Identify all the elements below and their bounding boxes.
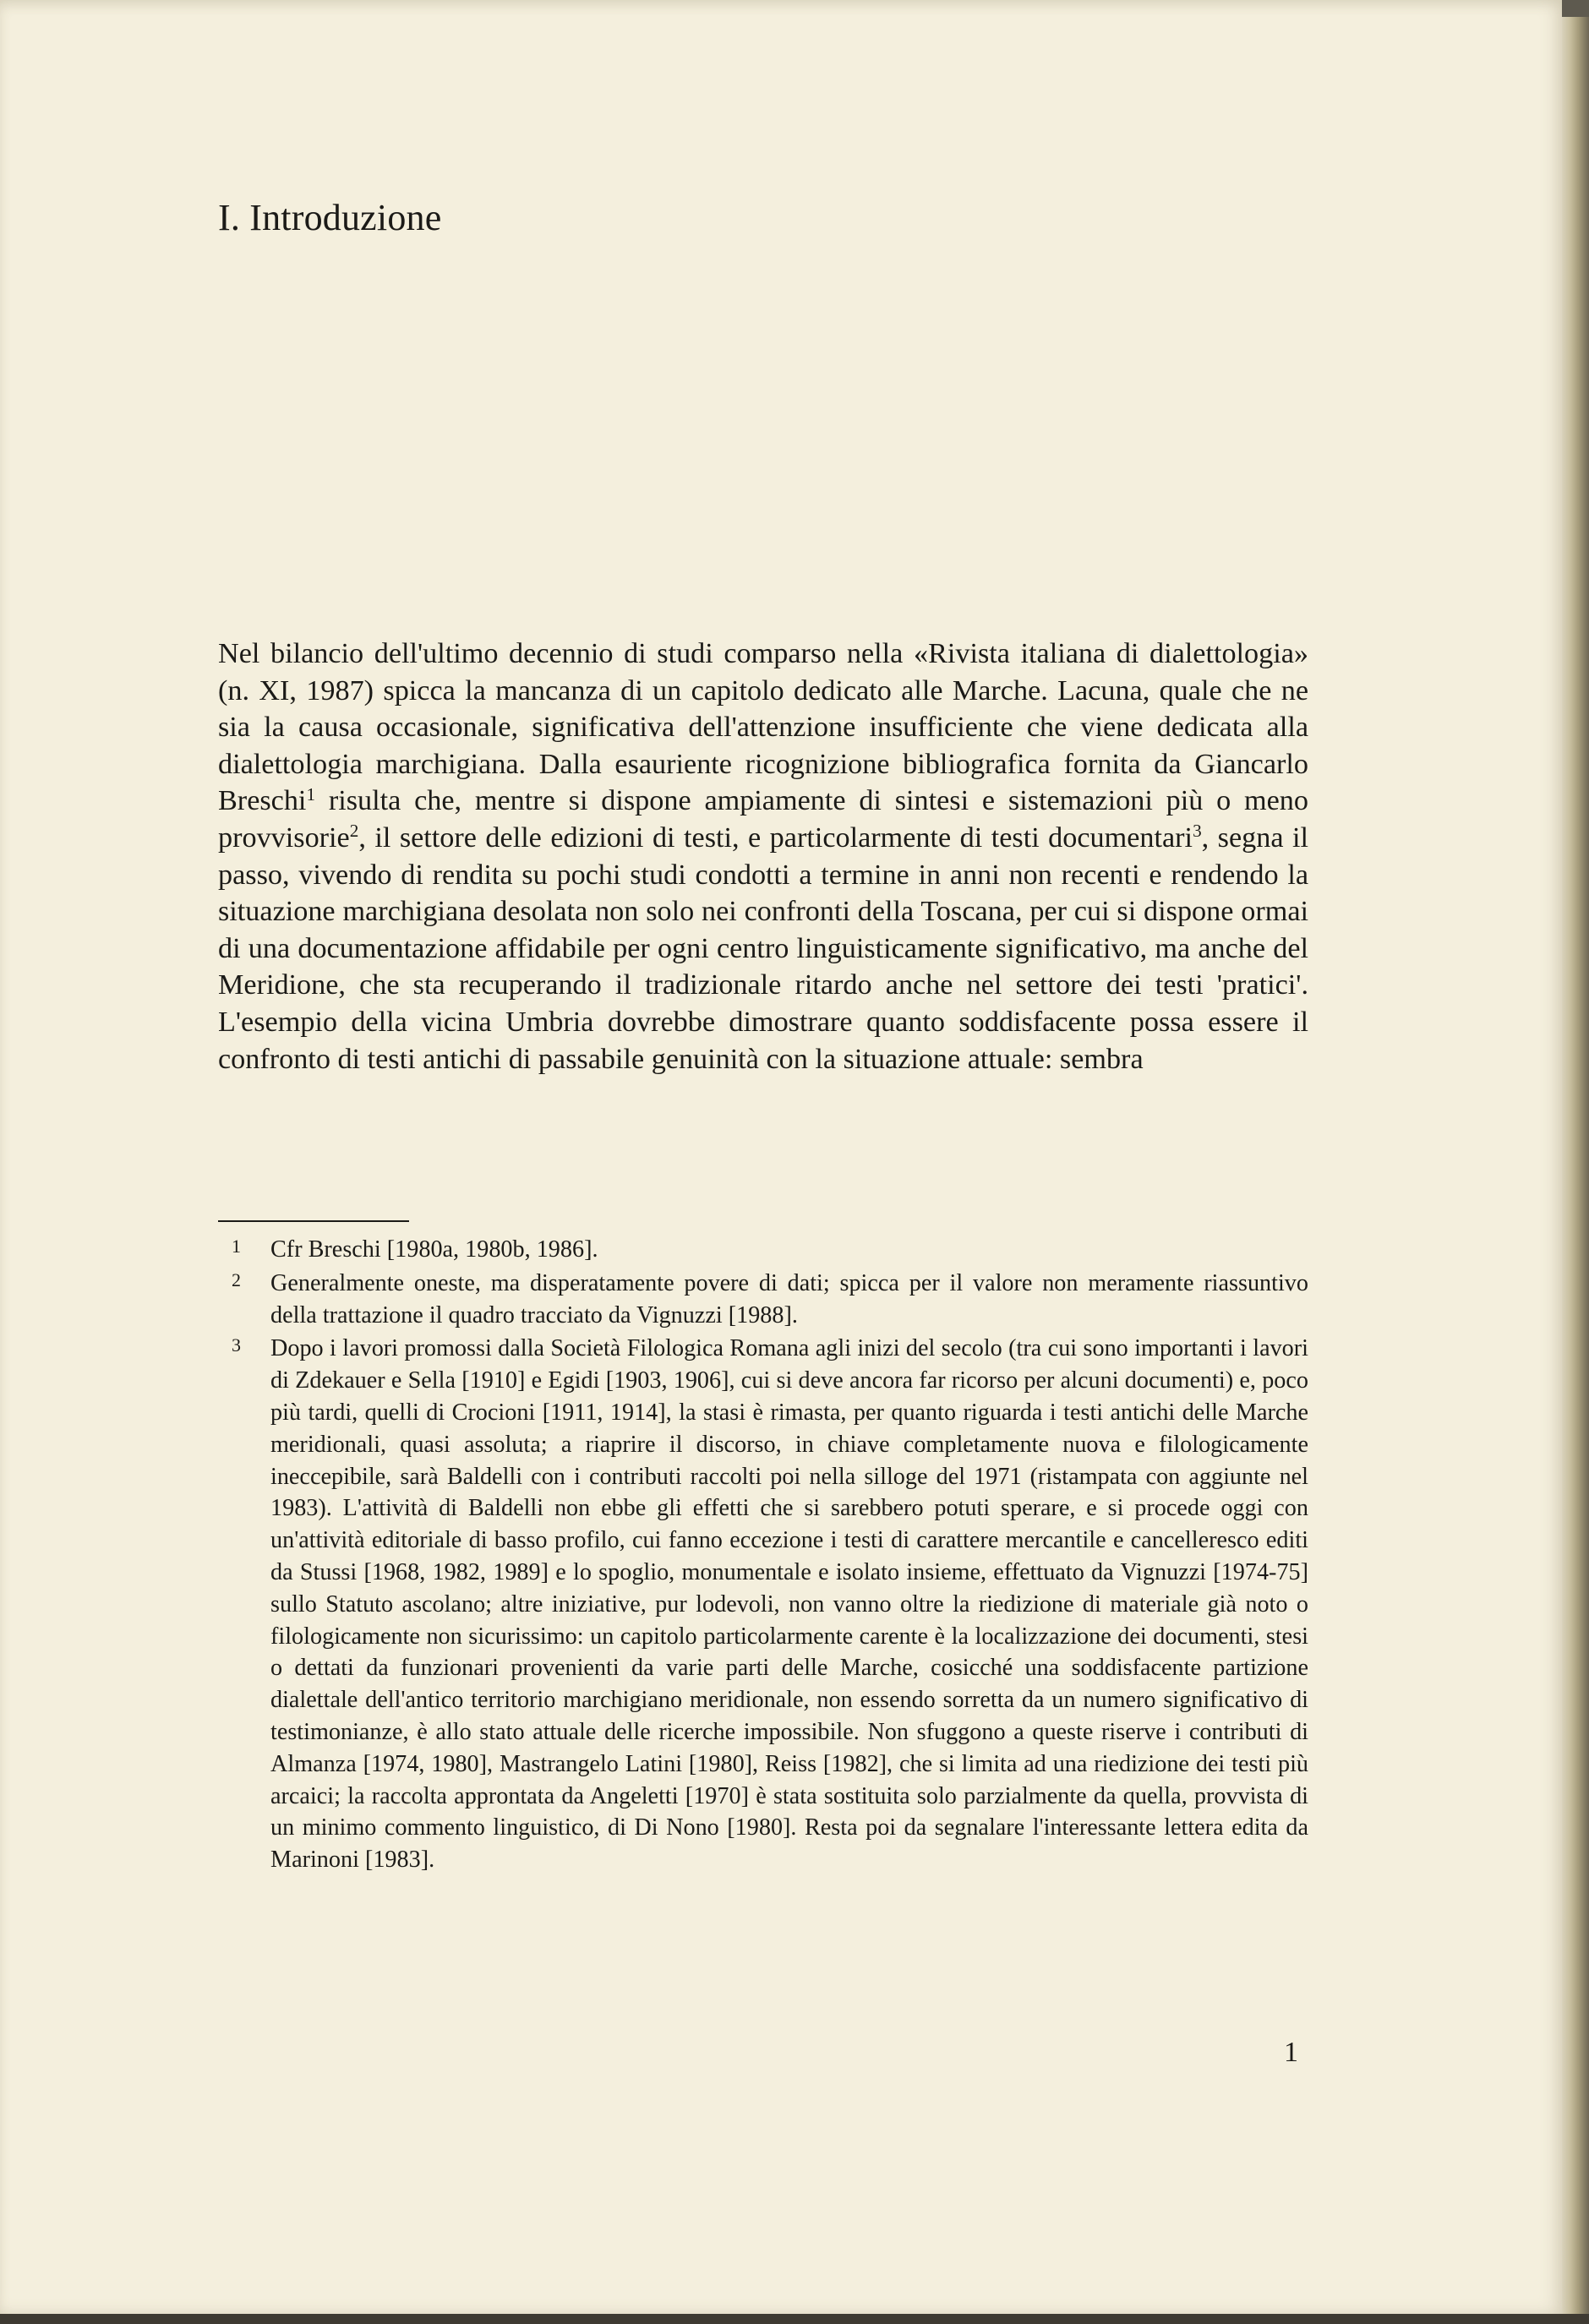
footnote-ref-2[interactable]: 2 xyxy=(349,821,359,842)
footnote-3 xyxy=(218,1333,1308,1876)
main-paragraph xyxy=(218,636,1308,1077)
page-edge xyxy=(1562,17,1589,2324)
bottom-edge xyxy=(0,2314,1589,2324)
footnote-number-1: 1 xyxy=(232,1236,241,1257)
footnote-text-2: Generalmente oneste, ma disperatamente povere di dati; spicca per il valore non meramente riassuntivo della trattazione il quadro tracciato da Vignuzzi [1988]. xyxy=(270,1269,1308,1328)
chapter-title: I. Introduzione xyxy=(218,197,442,238)
main-text-part-3: , il settore delle edizioni di testi, e particolarmente di testi documentari xyxy=(358,821,1193,854)
footnote-ref-1[interactable]: 1 xyxy=(306,783,316,805)
footnote-ref-3[interactable]: 3 xyxy=(1193,821,1202,842)
footnote-number-2: 2 xyxy=(232,1268,241,1290)
main-text-part-4: , segna il passo, vivendo di rendita su pochi studi condotti a termine in anni non recenti e rendendo la situazione marchigiana desolata non solo nei confronti della Toscana, per cui si dispone ormai di una documentazione affidabile per ogni centro linguisticamente significativo, ma anche del Meridione, che sta recuperando il tradizionale ritardo anche nel settore dei testi 'pratici'. L'esempio della vicina Umbria dovrebbe dimostrare quanto soddisfacente possa essere il confronto di testi antichi di passabile genuinità con la situazione attuale: sembra xyxy=(218,821,1308,1075)
footnote-2 xyxy=(218,1268,1308,1332)
footnotes xyxy=(218,1234,1308,1878)
footnote-text-3: Dopo i lavori promossi dalla Società Filologica Romana agli inizi del secolo (tra cui sono importanti i lavori di Zdekauer e Sella [1910] e Egidi [1903, 1906], cui si deve ancora far ricorso per alcuni documenti) e, poco più tardi, quelli di Crocioni [1911, 1914], la stasi è rimasta, per quanto riguarda i testi antichi delle Marche meridionali, quasi assoluta; a riaprire il discorso, in chiave completamente nuova e filologicamente ineccepibile, sarà Baldelli con i contributi raccolti poi nella silloge del 1971 (ristampata con aggiunte nel 1983). L'attività di Baldelli non ebbe gli effetti che si sarebbero potuti sperare, e si procede oggi con un'attività editoriale di basso profilo, cui fanno eccezione i testi di carattere mercantile e cancelleresco editi da Stussi [1968, 1982, 1989] e lo spoglio, monumentale e isolato insieme, effettuato da Vignuzzi [1974-75] sullo Statuto ascolano; altre iniziative, pur lodevoli, non vanno oltre la riedizione di materiale già noto o filologicamente non sicurissimo: un capitolo particolarmente carente è la localizzazione dei documenti, stesi o dettati da funzionari provenienti da varie parti delle Marche, cosicché una soddisfacente partizione dialettale dell'antico territorio marchigiano meridionale, non essendo sorretta da un numero significativo di testimonianze, è allo stato attuale delle ricerche impossibile. Non sfuggono a queste riserve i contributi di Almanza [1974, 1980], Mastrangelo Latini [1980], Reiss [1982], che si limita ad una riedizione dei testi più arcaici; la raccolta approntata da Angeletti [1970] è stata sostituita solo parzialmente da quella, provvista di un minimo commento linguistico, di Di Nono [1980]. Resta poi da segnalare l'interessante lettera edita da Marinoni [1983]. xyxy=(270,1335,1308,1874)
main-text-part-2: risulta che, mentre si dispone ampiamente di sintesi e sistemazioni più o meno provvisorie xyxy=(218,785,1308,854)
footnote-number-3: 3 xyxy=(232,1334,241,1356)
main-text-part-1: Nel bilancio dell'ultimo decennio di studi comparso nella «Rivista italiana di dialettologia» (n. XI, 1987) spicca la mancanza di un capitolo dedicato alle Marche. Lacuna, quale che ne sia la causa occasionale, significativa dell'attenzione insufficiente che viene dedicata alla dialettologia marchigiana. Dalla esauriente ricognizione bibliografica fornita da Giancarlo Breschi xyxy=(218,638,1308,817)
footnote-1 xyxy=(218,1234,1308,1266)
page-number: 1 xyxy=(1284,2037,1298,2068)
footnote-divider xyxy=(218,1220,409,1222)
footnote-text-1: Cfr Breschi [1980a, 1980b, 1986]. xyxy=(270,1236,598,1263)
